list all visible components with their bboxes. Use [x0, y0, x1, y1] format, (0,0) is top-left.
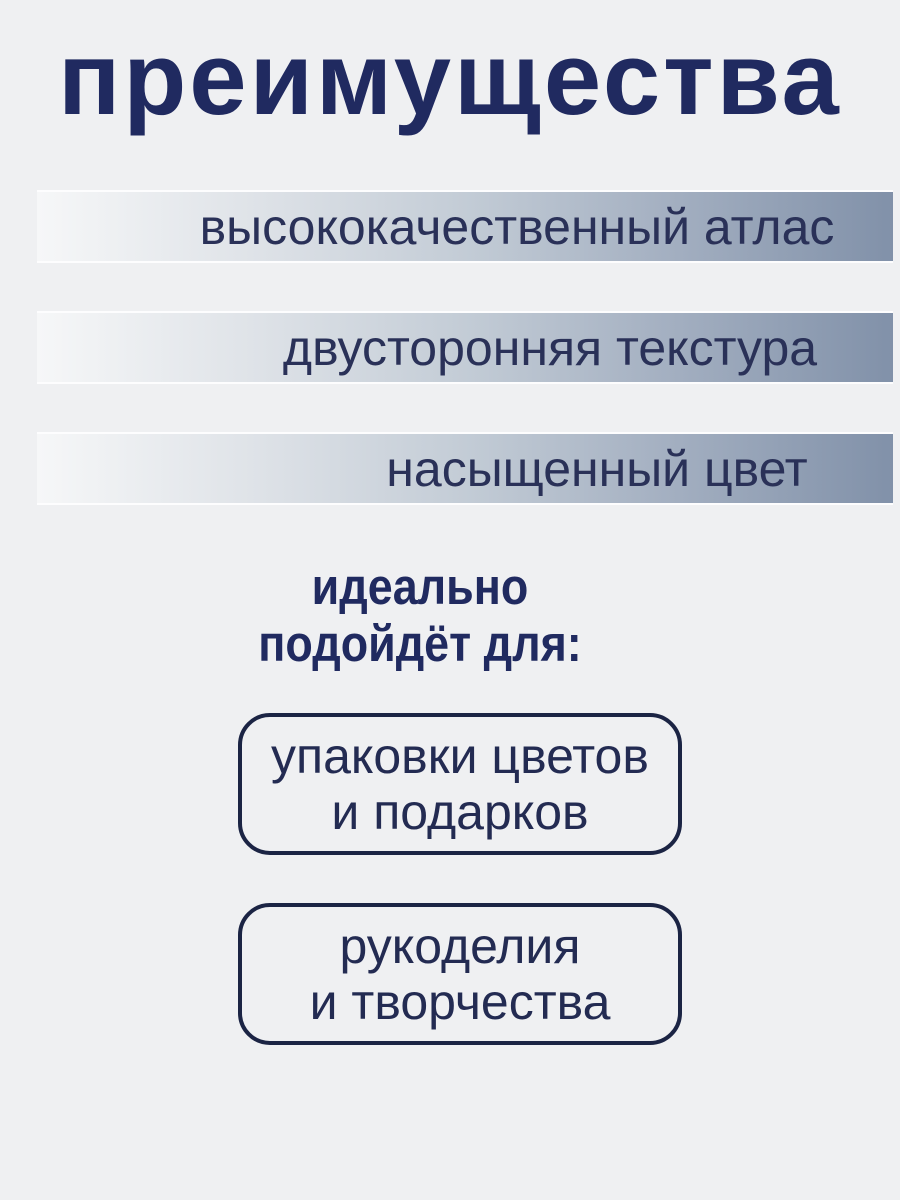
- page-title: преимущества: [58, 21, 842, 136]
- ideal-for-heading-line2: подойдёт для:: [258, 615, 582, 672]
- feature-bar-label: насыщенный цвет: [386, 440, 808, 497]
- use-case-box-gift-wrapping: [238, 713, 682, 855]
- use-case-box-handicrafts: [238, 903, 682, 1045]
- feature-bar-satin: [37, 190, 893, 263]
- feature-bar-color: [37, 432, 893, 505]
- use-case-line2: и творчества: [309, 974, 611, 1030]
- use-case-line1: рукоделия: [339, 918, 581, 974]
- ideal-for-heading: [24, 558, 816, 672]
- feature-bar-label: двусторонняя текстура: [282, 319, 818, 376]
- feature-bar-label: высококачественный атлас: [199, 198, 835, 255]
- feature-bar-texture: [37, 311, 893, 384]
- use-case-line1: упаковки цветов: [271, 728, 649, 784]
- ideal-for-heading-line1: идеально: [311, 558, 529, 615]
- use-case-line2: и подарков: [331, 784, 589, 840]
